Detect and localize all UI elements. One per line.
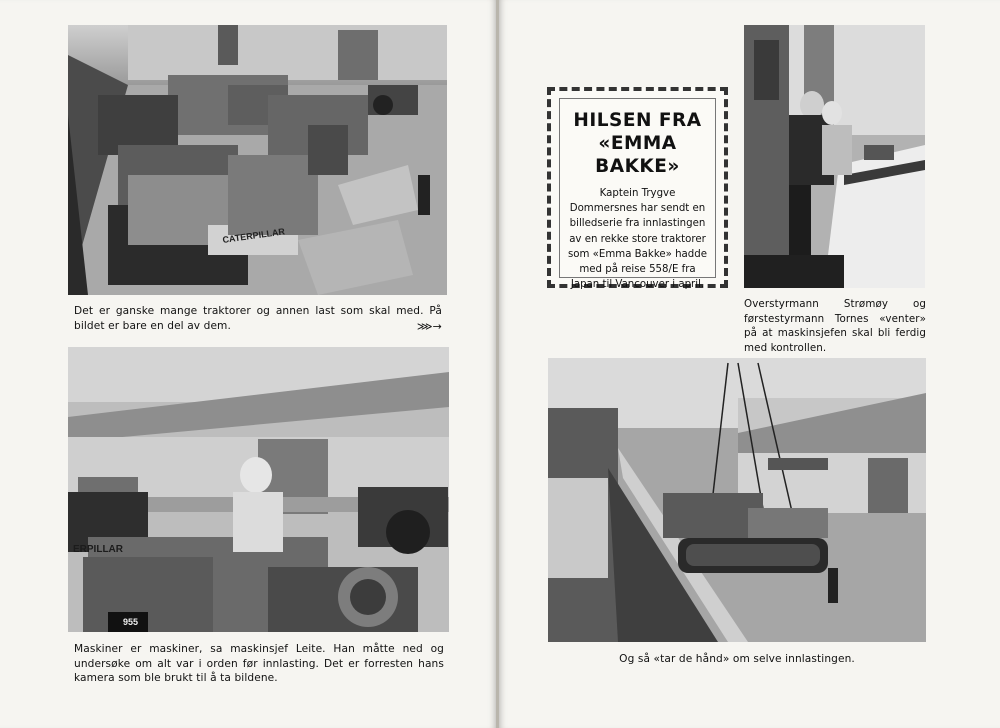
- photo-tractors-on-dock: [68, 25, 447, 295]
- machine-plate-number: 955: [123, 617, 139, 627]
- article-title: [566, 109, 709, 178]
- photo-loading-tractor: [548, 358, 926, 642]
- photo4-caption-text: Og så «tar de hånd» om selve innlastingen.: [619, 653, 855, 665]
- photo1-caption: [74, 304, 442, 332]
- continue-arrow-icon: ⋙→: [416, 320, 442, 333]
- photo-officers-on-deck: [744, 25, 925, 288]
- article-title-box: [547, 87, 728, 291]
- article-title-inner: [559, 98, 716, 291]
- photo2-caption-text: Maskiner er maskiner, sa maskinsjef Leite. Han måtte ned og undersøke om alt var i orden før innlasting. Det er forresten hans kamera som ble brukt til å ta bildene.: [74, 643, 444, 684]
- photo1-caption-text: Det er ganske mange traktorer og annen last som skal med. På bildet er bare en del av dem.: [74, 305, 442, 332]
- article-title-line1: HILSEN FRA: [573, 110, 702, 131]
- photo4-caption: [548, 652, 926, 667]
- photo2-caption: [74, 642, 444, 686]
- photo-chief-engineer-machine: [68, 347, 449, 632]
- article-body: Kaptein Trygve Dommersnes har sendt en billedserie fra innlastingen av en rekke store traktorer som «Emma Bakke» hadde med på reise 558/E fra Japan til Vancouver i april.: [567, 188, 707, 291]
- article-title-line2: «EMMA BAKKE»: [595, 133, 680, 177]
- machine-brand-label-2: ERPILLAR: [73, 544, 123, 555]
- photo3-caption: [744, 297, 926, 355]
- machine-brand-label: CATERPILLAR: [221, 226, 286, 245]
- photo3-caption-text: Overstyrmann Strømøy og førstestyrmann Tornes «venter» på at maskinsjefen skal bli ferdig med kontrollen.: [744, 298, 926, 354]
